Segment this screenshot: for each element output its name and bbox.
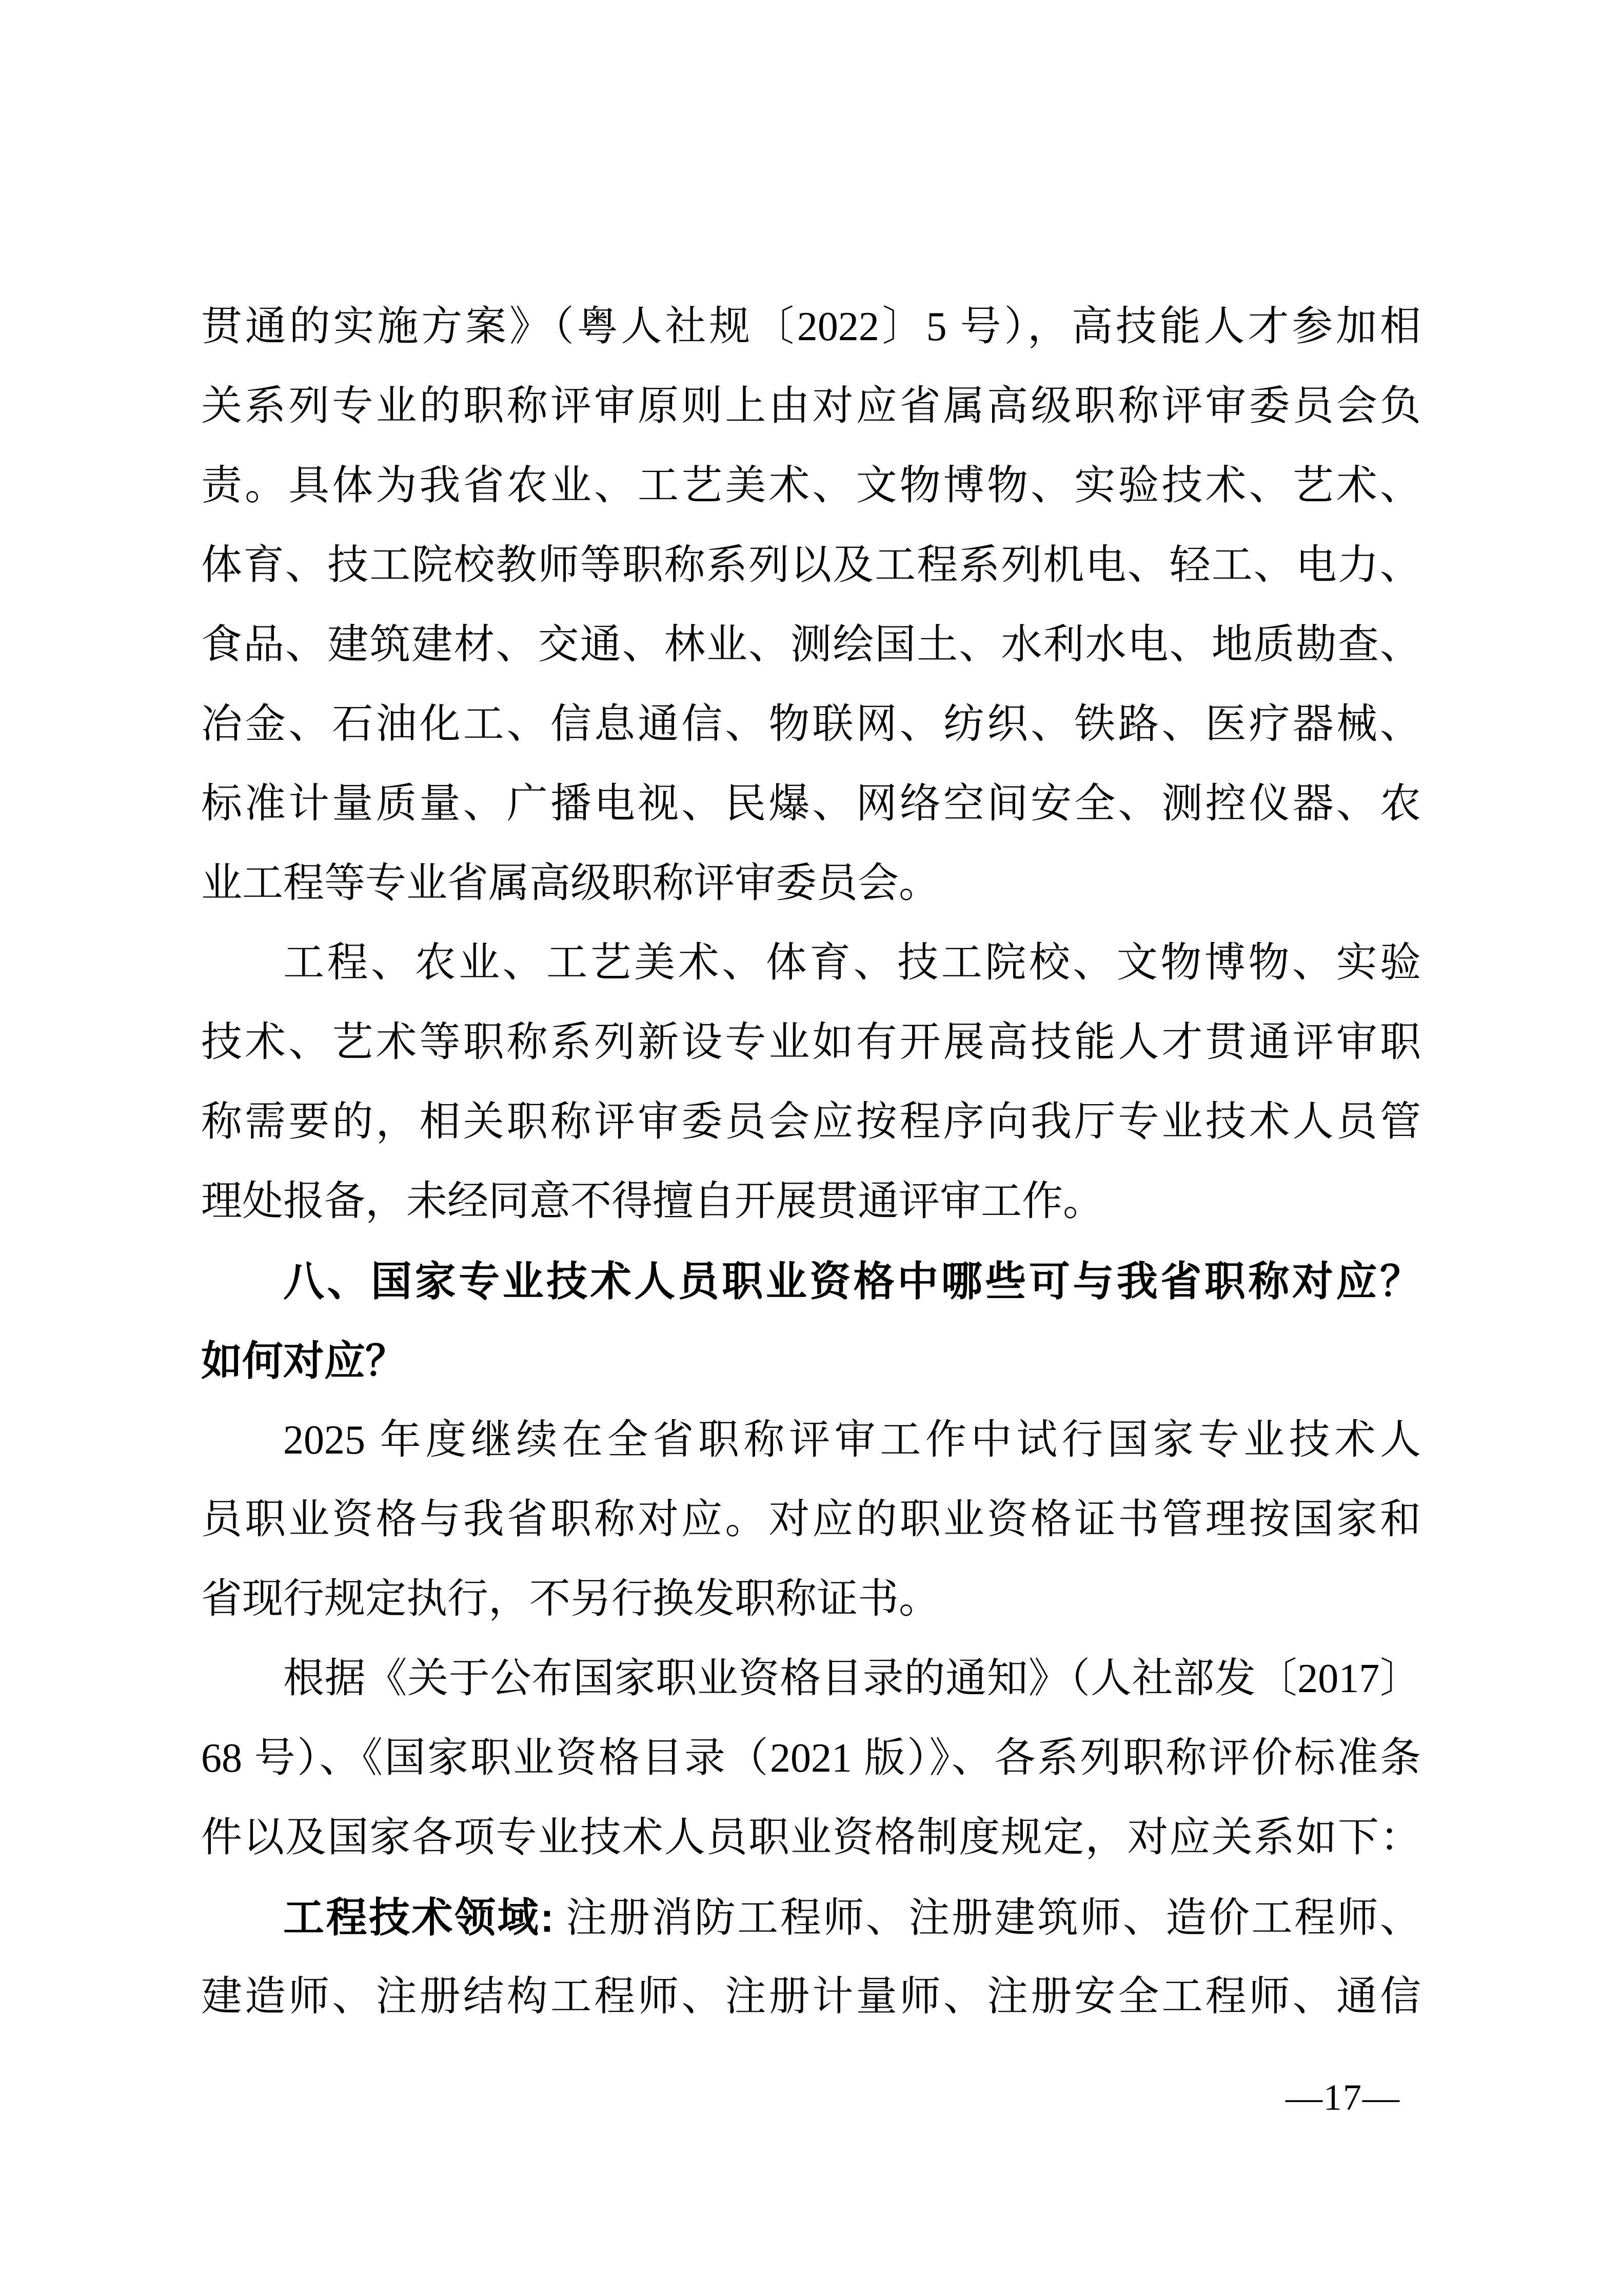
paragraph-line: 理处报备，未经同意不得擅自开展贯通评审工作。	[201, 1179, 1104, 1224]
paragraph-line: 责。具体为我省农业、工艺美术、文物博物、实验技术、艺术、	[201, 463, 1421, 508]
paragraph-line: 业工程等专业省属高级职称评审委员会。	[201, 861, 940, 906]
paragraph-line: 标准计量质量、广播电视、民爆、网络空间安全、测控仪器、农	[201, 781, 1421, 827]
paragraph-line: 省现行规定执行，不另行换发职称证书。	[201, 1577, 940, 1622]
paragraph-line: 建造师、注册结构工程师、注册计量师、注册安全工程师、通信	[201, 1974, 1421, 2019]
paragraph-line: 员职业资格与我省职称对应。对应的职业资格证书管理按国家和	[201, 1497, 1421, 1542]
paragraph-line: 贯通的实施方案》（粤人社规〔2022〕5 号），高技能人才参加相	[201, 304, 1421, 349]
paragraph-line: 体育、技工院校教师等职称系列以及工程系列机电、轻工、电力、	[201, 543, 1421, 588]
section-heading: 八、国家专业技术人员职业资格中哪些可与我省职称对应？	[283, 1259, 1421, 1304]
section-heading: 如何对应？	[201, 1338, 406, 1384]
paragraph-line	[201, 1878, 1421, 1957]
page-number: —17—	[1286, 2077, 1400, 2118]
paragraph-line: 技术、艺术等职称系列新设专业如有开展高技能人才贯通评审职	[201, 1020, 1421, 1065]
paragraph-line: 食品、建筑建材、交通、林业、测绘国土、水利水电、地质勘查、	[201, 622, 1421, 668]
paragraph-line: 2025 年度继续在全省职称评审工作中试行国家专业技术人	[283, 1418, 1421, 1463]
paragraph-line: 68 号）、《国家职业资格目录（2021 版）》、各系列职称评价标准条	[201, 1736, 1421, 1781]
body-text	[201, 287, 1421, 2037]
paragraph-line: 冶金、石油化工、信息通信、物联网、纺织、铁路、医疗器械、	[201, 702, 1421, 747]
paragraph-line: 根据《关于公布国家职业资格目录的通知》（人社部发〔2017〕	[283, 1656, 1421, 1701]
paragraph-line: 关系列专业的职称评审原则上由对应省属高级职称评审委员会负	[201, 384, 1421, 429]
paragraph-line: 工程、农业、工艺美术、体育、技工院校、文物博物、实验	[283, 940, 1421, 986]
paragraph-line: 件以及国家各项专业技术人员职业资格制度规定，对应关系如下：	[201, 1815, 1421, 1860]
paragraph-line: 称需要的，相关职称评审委员会应按程序向我厅专业技术人员管	[201, 1100, 1421, 1145]
field-label-rest: 注册消防工程师、注册建筑师、造价工程师、	[553, 1896, 1421, 1941]
field-label: 工程技术领域:	[283, 1895, 554, 1940]
